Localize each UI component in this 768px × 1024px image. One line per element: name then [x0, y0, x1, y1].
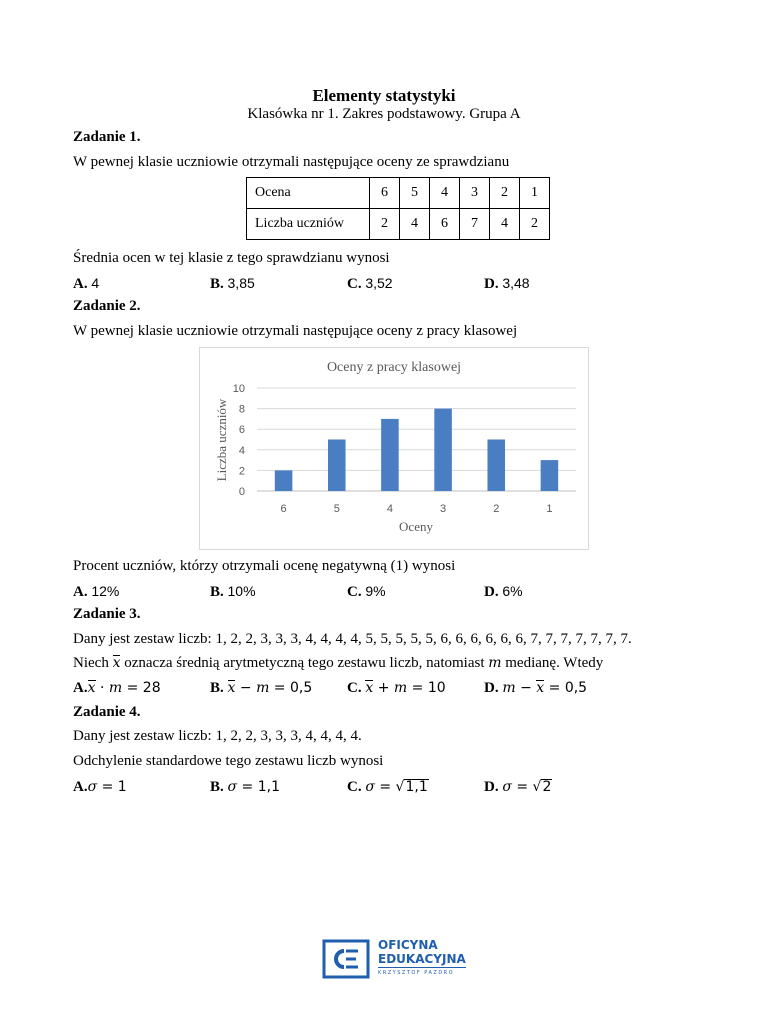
task1-text: W pewnej klasie uczniowie otrzymali następujące oceny ze sprawdzianu [73, 154, 510, 170]
logo-line3: KRZYSZTOF PAZDRO [378, 970, 455, 976]
table-cell: Liczba uczniów [247, 209, 370, 240]
table-row [247, 209, 550, 240]
x-tick-label: 4 [386, 503, 393, 515]
table-cell: 4 [400, 209, 430, 240]
table-cell: 5 [400, 178, 430, 209]
bar-chart [200, 348, 588, 549]
logo-line2: EDUKACYJNA [378, 952, 466, 966]
grades-chart [199, 347, 589, 550]
task3-answer-d: D. m − x = 0,5 [484, 680, 588, 696]
task4-answer-d: D. σ = √2 [484, 779, 552, 795]
page-title: Elementy statystyki [312, 86, 456, 105]
y-tick-label: 8 [238, 403, 245, 416]
x-axis-label: Oceny [399, 519, 433, 534]
task3-text2: Niech x oznacza średnią arytmetyczną tego zestawu liczb, natomiast m medianę. Wtedy [73, 655, 604, 671]
task3-text: Dany jest zestaw liczb: 1, 2, 2, 3, 3, 3, 4, 4, 4, 4, 5, 5, 5, 5, 5, 6, 6, 6, 6, 6, 6, 7, 7, 7, 7, 7, 7, 7. [73, 631, 632, 647]
table-cell: 6 [430, 209, 460, 240]
logo-divider [378, 967, 466, 968]
task2-question: Procent uczniów, którzy otrzymali ocenę negatywną (1) wynosi [73, 558, 456, 574]
bar-5 [328, 440, 346, 492]
table-cell: 4 [490, 209, 520, 240]
task3-answer-a: A.x · m = 28 [73, 680, 161, 696]
bar-2 [487, 440, 505, 492]
y-tick-label: 2 [238, 465, 245, 478]
x-tick-label: 5 [333, 503, 340, 515]
task2-answer-d: D. 6% [484, 583, 523, 600]
table-row [247, 178, 550, 209]
task3-heading: Zadanie 3. [73, 606, 141, 622]
task4-question: Odchylenie standardowe tego zestawu liczb wynosi [73, 753, 384, 769]
page-subtitle: Klasówka nr 1. Zakres podstawowy. Grupa A [247, 106, 521, 122]
task4-heading: Zadanie 4. [73, 704, 141, 720]
task2-answer-b: B. 10% [210, 583, 256, 600]
y-tick-label: 6 [238, 424, 245, 437]
bar-4 [381, 419, 399, 491]
table-cell: 6 [370, 178, 400, 209]
x-tick-label: 3 [440, 503, 447, 515]
bar-6 [275, 470, 293, 491]
task4-answer-b: B. σ = 1,1 [210, 779, 280, 795]
grades-table [246, 177, 550, 240]
table-cell: 7 [460, 209, 490, 240]
table-cell: 2 [490, 178, 520, 209]
oe-logo-icon [322, 939, 370, 979]
task4-answer-a: A.σ = 1 [73, 779, 127, 795]
task2-text: W pewnej klasie uczniowie otrzymali następujące oceny z pracy klasowej [73, 323, 518, 339]
task3-answer-b: B. x − m = 0,5 [210, 680, 313, 696]
logo-line1: OFICYNA [378, 938, 438, 952]
y-tick-label: 4 [238, 444, 245, 457]
y-tick-label: 10 [232, 383, 245, 395]
task1-question: Średnia ocen w tej klasie z tego sprawdzianu wynosi [73, 250, 390, 266]
task2-heading: Zadanie 2. [73, 298, 141, 314]
task4-text: Dany jest zestaw liczb: 1, 2, 2, 3, 3, 3, 4, 4, 4, 4. [73, 728, 362, 744]
table-cell: 1 [520, 178, 550, 209]
task1-answer-a: A. 4 [73, 275, 100, 292]
task2-answer-c: C. 9% [347, 583, 386, 600]
table-cell: Ocena [247, 178, 370, 209]
chart-title: Oceny z pracy klasowej [326, 360, 462, 375]
task1-answer-c: C. 3,52 [347, 275, 393, 292]
x-tick-label: 6 [280, 503, 287, 515]
y-tick-label: 0 [238, 486, 245, 498]
publisher-logo [322, 939, 472, 979]
y-axis-label: Liczba uczniów [214, 398, 229, 482]
task1-answer-b: B. 3,85 [210, 275, 255, 292]
table-cell: 4 [430, 178, 460, 209]
task4-answer-c: C. σ = √1,1 [347, 779, 428, 795]
task3-answer-c: C. x + m = 10 [347, 680, 446, 696]
table-cell: 2 [370, 209, 400, 240]
bar-1 [541, 460, 559, 491]
table-cell: 3 [460, 178, 490, 209]
bar-3 [434, 409, 452, 491]
x-tick-label: 1 [546, 503, 553, 515]
table-cell: 2 [520, 209, 550, 240]
task1-answer-d: D. 3,48 [484, 275, 530, 292]
task2-answer-a: A. 12% [73, 583, 120, 600]
task1-heading: Zadanie 1. [73, 129, 141, 145]
x-tick-label: 2 [493, 503, 500, 515]
